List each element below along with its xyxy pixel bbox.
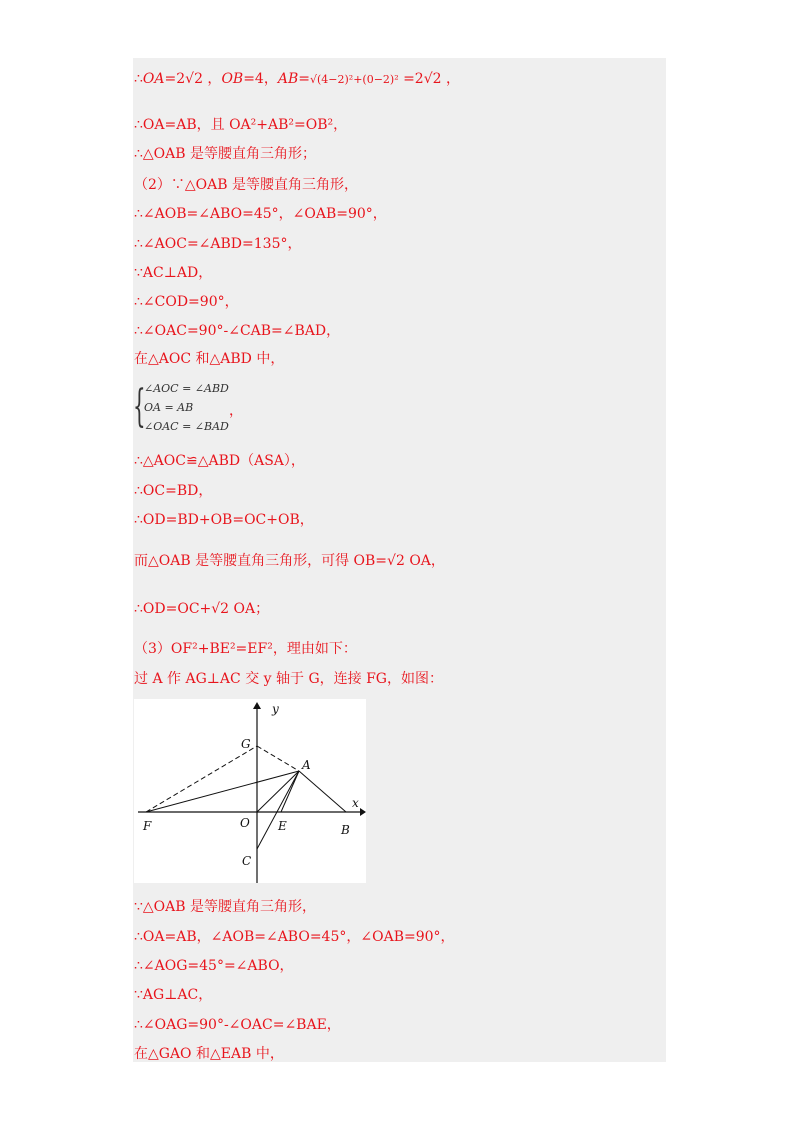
system-row-3: ∠OAC = ∠BAD	[144, 420, 229, 433]
label-A: A	[302, 758, 311, 772]
line-15: ∴OD=OC+√2 OA；	[134, 601, 270, 617]
y-axis-arrow	[253, 702, 261, 709]
brace: {	[133, 381, 146, 432]
line-10: 在△AOC 和△ABD 中，	[134, 351, 285, 367]
line-16: （3）OF²+BE²=EF²，理由如下：	[134, 641, 357, 657]
line-21: ∵AG⊥AC，	[134, 987, 213, 1003]
system-row-2: OA = AB	[144, 401, 194, 414]
line-19: ∴OA=AB，∠AOB=∠ABO=45°，∠OAB=90°，	[134, 929, 455, 945]
line-18: ∵△OAB 是等腰直角三角形，	[134, 899, 316, 915]
line-12: ∴OC=BD，	[134, 483, 213, 499]
figure-svg	[134, 699, 366, 883]
line-11: ∴△AOC≌△ABD（ASA），	[134, 453, 305, 469]
line-6: ∴∠AOC=∠ABD=135°，	[134, 236, 302, 252]
label-F: F	[143, 819, 152, 833]
segment-GA	[257, 746, 299, 771]
label-E: E	[278, 819, 287, 833]
line-22: ∴∠OAG=90°-∠OAC=∠BAE，	[134, 1017, 341, 1033]
label-O: O	[240, 816, 250, 830]
line-5: ∴∠AOB=∠ABO=45°，∠OAB=90°，	[134, 206, 387, 222]
line-3: ∴△OAB 是等腰直角三角形；	[134, 146, 316, 162]
label-y-axis: y	[272, 702, 279, 716]
label-G: G	[241, 737, 251, 751]
segment-AE	[281, 771, 299, 812]
line-17: 过 A 作 AG⊥AC 交 y 轴于 G，连接 FG，如图：	[134, 671, 443, 687]
segment-FA	[146, 771, 299, 812]
line-14: 而△OAB 是等腰直角三角形，可得 OB=√2 OA，	[134, 553, 445, 569]
segment-OA	[257, 771, 299, 812]
segment-AC	[257, 771, 299, 849]
label-C: C	[242, 854, 252, 868]
line-2: ∴OA=AB，且 OA²+AB²=OB²，	[134, 117, 348, 133]
x-axis-arrow	[360, 808, 366, 816]
line-1: ∴OA=2√2 ，OB=4，AB=√(4−2)²+(0−2)² =2√2 ，	[134, 71, 460, 87]
equation-system	[134, 379, 229, 436]
segment-AB	[299, 771, 346, 812]
line-9: ∴∠OAC=90°-∠CAB=∠BAD，	[134, 323, 341, 339]
line-7: ∵AC⊥AD，	[134, 265, 213, 281]
system-row-1: ∠AOC = ∠ABD	[144, 382, 229, 395]
line-20: ∴∠AOG=45°=∠ABO，	[134, 958, 294, 974]
label-x-axis: x	[352, 796, 359, 810]
segment-FG	[146, 746, 257, 812]
system-tail: ，	[229, 403, 243, 419]
line-4: （2）∵△OAB 是等腰直角三角形，	[134, 177, 358, 193]
line-13: ∴OD=BD+OB=OC+OB，	[134, 512, 314, 528]
line-8: ∴∠COD=90°，	[134, 294, 239, 310]
geometry-figure	[134, 699, 366, 883]
line-23: 在△GAO 和△EAB 中，	[134, 1046, 284, 1062]
label-B: B	[341, 823, 350, 837]
